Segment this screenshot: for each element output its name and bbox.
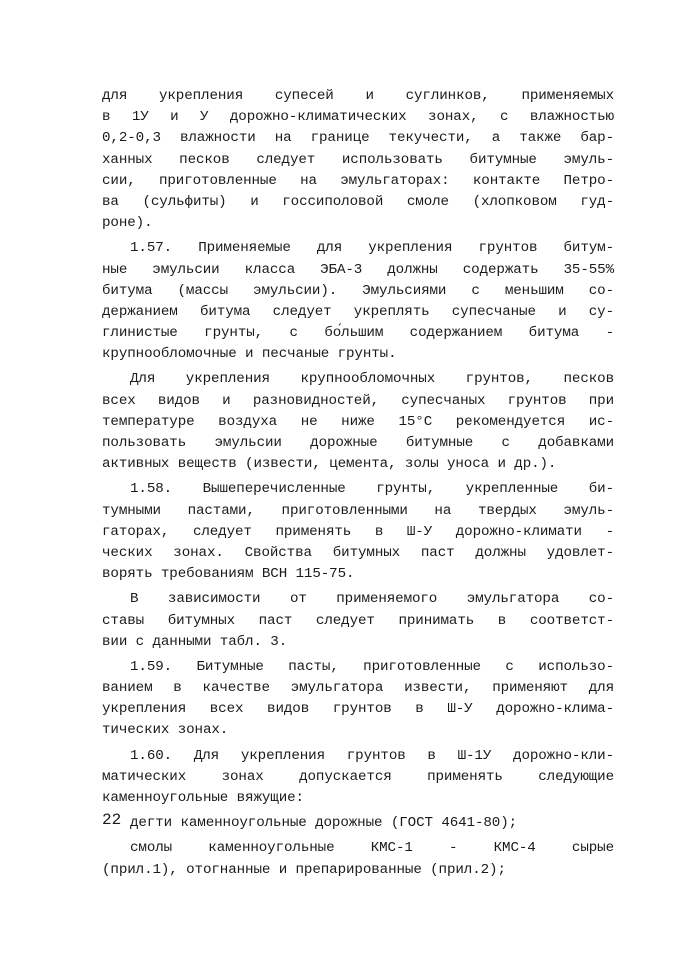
text-line: 1.59. Битумные пасты, приготовленные с использо-	[130, 658, 614, 675]
text-line: активных веществ (извести, цемента, золы уноса и др.).	[102, 456, 557, 473]
text-line: для укрепления супесей и суглинков, применяемых	[102, 88, 614, 104]
text-line: каменноугольные вяжущие:	[102, 790, 304, 806]
text-line: тических зонах.	[102, 722, 229, 739]
text-line: Для укрепления крупнообломочных грунтов, песков	[130, 371, 614, 388]
text-line: 0,2-0,3 влажности на границе текучести, а также бар-	[102, 130, 614, 147]
page-number: 22	[102, 811, 122, 829]
paragraph-1-60	[102, 746, 614, 810]
paragraph-coarse-soils	[102, 369, 614, 475]
paragraph-1	[102, 86, 614, 234]
list-item-tars	[102, 813, 614, 834]
text-line: ханных песков следует использовать битумные эмуль-	[102, 151, 614, 168]
text-line: дегти каменноугольные дорожные (ГОСТ 4641-80);	[130, 815, 518, 832]
paragraph-1-58	[102, 479, 614, 585]
text-line: (прил.1), отогнанные и препарированные (прил.2);	[102, 861, 506, 878]
text-line: тумными пастами, приготовленными на твердых эмуль-	[102, 502, 614, 519]
text-line: ставы битумных паст следует принимать в соответст-	[102, 612, 614, 629]
text-line: температуре воздуха не ниже 15°С рекомендуется ис-	[102, 413, 614, 430]
text-line: всех видов и разновидностей, супесчаных грунтов при	[102, 392, 614, 409]
text-line: ворять требованиям ВСН 115-75.	[102, 566, 355, 583]
text-line: гаторах, следует применять в Ш-У дорожно-климати -	[102, 523, 614, 540]
text-line: битума (массы эмульсии). Эмульсиями с меньшим со-	[102, 282, 614, 299]
text-line: 1.57. Применяемые для укрепления грунтов битум-	[130, 240, 614, 257]
list-item-resins	[102, 838, 614, 880]
text-line: смолы каменноугольные КМС-1 - КМС-4 сырые	[130, 840, 614, 857]
text-line: пользовать эмульсии дорожные битумные с добавками	[102, 435, 614, 451]
text-line: глинистые грунты, с бо́льшим содержанием битума -	[102, 325, 614, 342]
text-line: матических зонах допускается применять следующие	[102, 768, 614, 785]
text-line: ва (сульфиты) и госсиполовой смоле (хлопковом гуд-	[102, 193, 614, 210]
text-line: укрепления всех видов грунтов в Ш-У дорожно-клима-	[102, 701, 614, 718]
text-line: в 1У и У дорожно-климатических зонах, с влажностью	[102, 109, 614, 126]
text-line: ческих зонах. Свойства битумных паст должны удовлет-	[102, 544, 614, 561]
page-body	[102, 86, 614, 885]
text-line: 1.60. Для укрепления грунтов в Ш-1У дорожно-кли-	[130, 747, 614, 764]
text-line: роне).	[102, 215, 153, 232]
text-line: держанием битума следует укреплять супесчаные и су-	[102, 303, 614, 320]
text-line: вии с данными табл. 3.	[102, 633, 288, 650]
text-line: ванием в качестве эмульгатора извести, применяют для	[102, 680, 614, 697]
text-line: крупнообломочные и песчаные грунты.	[102, 346, 397, 363]
paragraph-emulsifier	[102, 589, 614, 653]
paragraph-1-57	[102, 238, 614, 365]
paragraph-1-59	[102, 657, 614, 742]
text-line: В зависимости от применяемого эмульгатора со-	[130, 591, 614, 608]
text-line: сии, приготовленные на эмульгаторах: контакте Петро-	[102, 172, 614, 189]
text-line: ные эмульсии класса ЭБА-3 должны содержать 35-55%	[102, 261, 614, 278]
text-line: 1.58. Вышеперечисленные грунты, укрепленные би-	[130, 481, 614, 498]
